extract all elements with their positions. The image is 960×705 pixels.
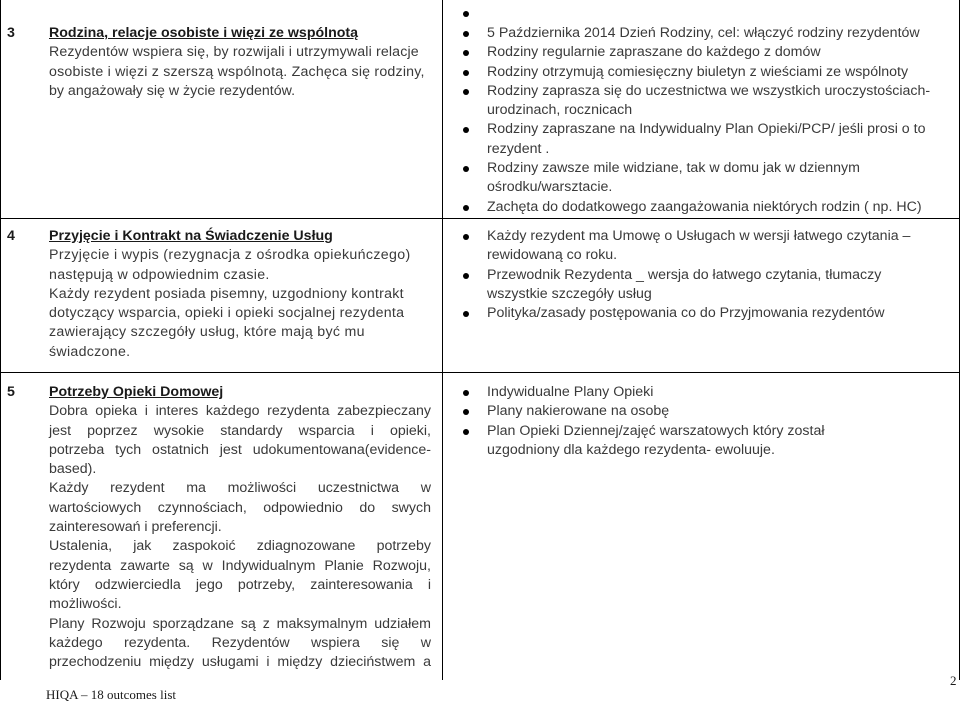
row-divider-4-5	[0, 372, 960, 373]
list-item	[457, 304, 937, 323]
outcome-text: Rodziny zaprasza się do uczestnictwa we wszystkich uroczystościach-urodzinach, rocznicach	[487, 82, 931, 119]
bullet-dot	[463, 50, 469, 56]
list-item	[457, 82, 937, 121]
empty-bullet-dot	[463, 11, 469, 17]
list-item	[457, 159, 937, 198]
bullet-dot	[463, 390, 469, 396]
outcome-list	[457, 24, 937, 217]
bullet-dot	[463, 409, 469, 415]
row-4-outcomes	[457, 227, 937, 323]
table-border-left	[0, 0, 1, 680]
list-item	[457, 24, 937, 43]
row-3-outcomes	[457, 24, 937, 217]
outcome-list	[457, 227, 937, 323]
description-line: Ustalenia, jak zaspokoić zdiagnozowane potrzeby	[49, 538, 431, 555]
description-line: by angażowały się w życie rezydentów.	[49, 82, 296, 99]
description-line: zawierający szczegóły usług, które mają być mu	[49, 324, 365, 341]
description-line: który odzwierciedla jego potrzeby, zainteresowania i	[49, 576, 431, 593]
description-line: dotyczący wsparcia, opieki i opieki socjalnej rezydenta	[49, 305, 405, 322]
outcome-text: Polityka/zasady postępowania co do Przyjmowania rezydentów	[487, 305, 885, 322]
outcome-text: Każdy rezydent ma Umowę o Usługach w wersji łatwego czytania – rewidowaną co roku.	[487, 228, 911, 264]
bullet-dot	[463, 429, 469, 435]
description-line: Dobra opieka i interes każdego rezydenta zabezpieczany	[49, 403, 431, 420]
row-4-description	[49, 227, 431, 362]
bullet-dot	[463, 311, 469, 317]
description-line: Każdy rezydent posiada pisemny, uzgodniony kontrakt	[49, 285, 404, 302]
outcome-text: Przewodnik Rezydenta _ wersja do łatwego czytania, tłumaczy wszystkie szczegóły usług	[487, 266, 882, 302]
description-line: świadczone.	[49, 343, 131, 360]
outcome-text: Plan Opieki Dziennej/zajęć warszatowych który został uzgodniony dla każdego rezydenta- ewoluuje.	[487, 422, 825, 458]
section-title: Potrzeby Opieki Domowej	[49, 384, 224, 400]
list-item	[457, 422, 937, 461]
description-line: Każdy rezydent ma możliwości uczestnictwa w	[49, 480, 431, 497]
bullet-dot	[463, 166, 469, 172]
outcome-text: Plany nakierowane na osobę	[487, 403, 670, 420]
bullet-dot	[463, 31, 469, 37]
row-5-outcomes	[457, 383, 937, 460]
bullet-dot	[463, 70, 469, 76]
bullet-dot	[463, 273, 469, 279]
footer-text: HIQA – 18 outcomes list	[46, 687, 176, 702]
description-line: osobiste i więzi z szerszą wspólnotą. Zachęca się rodziny,	[49, 63, 425, 80]
description-line: based).	[49, 461, 97, 478]
row-3-description	[49, 24, 431, 101]
description-line: rezydenta zawarte są w Indywidualnym Planie Rozwoju,	[49, 557, 431, 574]
list-item	[457, 120, 937, 159]
bullet-dot	[463, 127, 469, 133]
list-item	[457, 383, 937, 402]
description-line: wartościowych czynnościach, odpowiednio do swych	[49, 499, 431, 516]
list-item	[457, 63, 937, 82]
section-title: Przyjęcie i Kontrakt na Świadczenie Usług	[49, 228, 333, 244]
description-line: przechodzeniu między usługami i między dzieciństwem a	[49, 654, 431, 671]
description-line: zainteresowań i preferencji.	[49, 519, 222, 536]
list-item	[457, 43, 937, 62]
section-title: Rodzina, relacje osobiste i więzi ze wspólnotą	[49, 25, 359, 41]
outcome-text: 5 Października 2014 Dzień Rodziny, cel: włączyć rodziny rezydentów	[487, 25, 920, 41]
row-5-description	[49, 383, 431, 672]
outcome-text: Zachęta do dodatkowego zaangażowania niektórych rodzin ( np. HC)	[487, 198, 922, 215]
row-number: 3	[7, 25, 15, 41]
description-line: każdego rezydenta. Rezydentów wspiera się w	[49, 634, 431, 651]
outcome-text: Rodziny regularnie zapraszane do każdego z domów	[487, 44, 821, 61]
list-item	[457, 266, 937, 305]
bullet-dot	[463, 205, 469, 211]
outcome-list	[457, 383, 937, 460]
description-line: możliwości.	[49, 596, 122, 613]
list-item	[457, 227, 937, 266]
table-column-divider	[442, 0, 443, 680]
description-line: następują w odpowiednim czasie.	[49, 266, 270, 283]
list-item	[457, 198, 937, 217]
row-number: 4	[7, 228, 15, 244]
outcome-text: Rodziny zapraszane na Indywidualny Plan Opieki/PCP/ jeśli prosi o to rezydent .	[487, 121, 926, 157]
page-number: 2	[950, 673, 957, 688]
description-line: Przyjęcie i wypis (rezygnacja z ośrodka opiekuńczego)	[49, 247, 411, 264]
description-line: jest poprzez wysokie standardy wsparcia i opieki,	[49, 422, 431, 439]
bullet-dot	[463, 234, 469, 240]
list-item	[457, 402, 937, 421]
outcome-text: Rodziny otrzymują comiesięczny biuletyn z wieściami ze wspólnoty	[487, 63, 909, 80]
outcome-text: Rodziny zawsze mile widziane, tak w domu jak w dziennym ośrodku/warsztacie.	[487, 160, 860, 196]
bullet-dot	[463, 89, 469, 95]
description-line: potrzeba tych ostatnich jest udokumentowana(evidence-	[49, 441, 431, 458]
outcome-text: Indywidualne Plany Opieki	[487, 384, 654, 400]
row-number: 5	[7, 384, 15, 400]
description-line: Rezydentów wspiera się, by rozwijali i utrzymywali relacje	[49, 44, 419, 61]
description-line: Plany Rozwoju sporządzane są z maksymalnym udziałem	[49, 615, 431, 632]
row-divider-3-4	[0, 218, 960, 219]
